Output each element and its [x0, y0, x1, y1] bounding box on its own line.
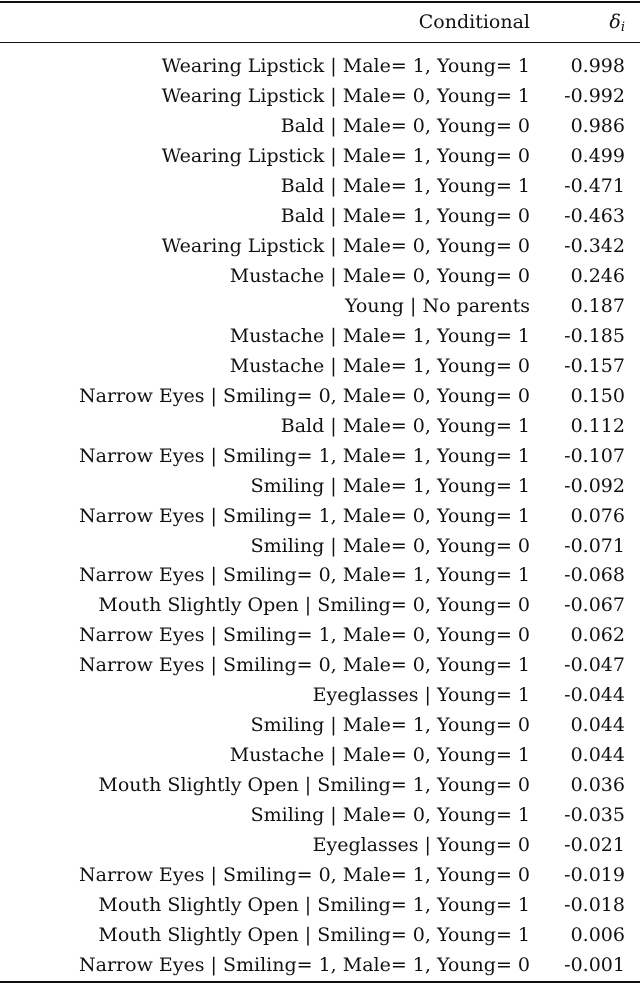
header-delta-subscript: i [620, 20, 625, 35]
table-top-rule [0, 1, 640, 3]
conditional-cell: Wearing Lipstick | Male= 0, Young= 1 [161, 84, 530, 107]
conditional-cell: Narrow Eyes | Smiling= 0, Male= 0, Young= 0 [79, 384, 530, 407]
conditional-cell: Narrow Eyes | Smiling= 1, Male= 0, Young= 1 [79, 504, 530, 527]
conditional-cell: Mustache | Male= 1, Young= 1 [229, 324, 530, 347]
conditional-cell: Bald | Male= 1, Young= 1 [280, 174, 530, 197]
delta-cell: 0.998 [570, 55, 625, 77]
conditional-cell: Young | No parents [345, 294, 530, 317]
delta-cell: 0.112 [570, 414, 625, 437]
delta-cell: -0.992 [564, 84, 625, 107]
table-row [0, 231, 640, 261]
conditional-cell: Mouth Slightly Open | Smiling= 0, Young= 1 [98, 924, 530, 947]
delta-cell: 0.986 [570, 114, 625, 137]
table-header-rule [0, 42, 640, 43]
table-row [0, 740, 640, 770]
conditional-cell: Narrow Eyes | Smiling= 0, Male= 1, Young= 1 [79, 564, 530, 587]
table-row [0, 920, 640, 950]
conditional-cell: Smiling | Male= 0, Young= 0 [250, 534, 530, 557]
table-row [0, 800, 640, 830]
table-row [0, 590, 640, 620]
table-row [0, 501, 640, 531]
conditional-cell: Mouth Slightly Open | Smiling= 0, Young= 0 [98, 594, 530, 617]
conditional-cell: Narrow Eyes | Smiling= 1, Male= 1, Young= 0 [79, 954, 530, 977]
delta-cell: 0.036 [570, 774, 625, 797]
table-row [0, 830, 640, 860]
conditional-cell: Smiling | Male= 1, Young= 0 [250, 714, 530, 737]
delta-cell: -0.157 [564, 354, 625, 377]
conditional-cell: Smiling | Male= 0, Young= 1 [250, 804, 530, 827]
table-row [0, 171, 640, 201]
delta-cell: -0.044 [564, 684, 625, 707]
delta-cell: -0.471 [564, 174, 625, 197]
conditional-cell: Mouth Slightly Open | Smiling= 1, Young= 0 [98, 774, 530, 797]
delta-cell: -0.185 [564, 324, 625, 347]
delta-cell: -0.067 [564, 594, 625, 617]
table-row [0, 351, 640, 381]
delta-cell: -0.071 [564, 534, 625, 557]
delta-cell: 0.062 [570, 624, 625, 647]
delta-cell: -0.068 [564, 564, 625, 587]
conditional-cell: Narrow Eyes | Smiling= 0, Male= 1, Young= 0 [79, 864, 530, 887]
conditional-cell: Bald | Male= 0, Young= 1 [280, 414, 530, 437]
table-row [0, 650, 640, 680]
conditional-cell: Mouth Slightly Open | Smiling= 1, Young= 1 [98, 894, 530, 917]
conditional-cell: Eyeglasses | Young= 0 [312, 834, 530, 857]
table-row [0, 620, 640, 650]
table-row [0, 531, 640, 561]
delta-cell: -0.047 [564, 654, 625, 677]
table-row [0, 291, 640, 321]
table-row [0, 381, 640, 411]
table-row [0, 890, 640, 920]
table-row [0, 51, 640, 81]
delta-cell: 0.076 [570, 504, 625, 527]
table-row [0, 201, 640, 231]
delta-cell: 0.044 [570, 714, 625, 737]
delta-cell: 0.187 [570, 294, 625, 317]
table-row [0, 680, 640, 710]
delta-cell: -0.092 [564, 474, 625, 497]
conditional-cell: Bald | Male= 0, Young= 0 [280, 114, 530, 137]
delta-cell: -0.107 [564, 444, 625, 467]
delta-cell: -0.035 [564, 804, 625, 827]
conditional-cell: Mustache | Male= 1, Young= 0 [229, 354, 530, 377]
table-row [0, 141, 640, 171]
conditional-cell: Narrow Eyes | Smiling= 1, Male= 0, Young= 0 [79, 624, 530, 647]
table-row [0, 261, 640, 291]
conditional-cell: Bald | Male= 1, Young= 0 [280, 204, 530, 227]
conditional-cell: Narrow Eyes | Smiling= 1, Male= 1, Young= 1 [79, 444, 530, 467]
table-row [0, 81, 640, 111]
header-delta-symbol: δ [609, 11, 621, 33]
table-row [0, 560, 640, 590]
conditional-cell: Mustache | Male= 0, Young= 1 [229, 744, 530, 767]
table-bottom-rule [0, 981, 640, 983]
header-conditional: Conditional [418, 11, 530, 33]
delta-cell: -0.342 [564, 234, 625, 257]
table-header-row [0, 4, 640, 40]
delta-cell: 0.246 [570, 264, 625, 287]
delta-cell: 0.499 [570, 144, 625, 167]
table-row [0, 321, 640, 351]
conditional-cell: Narrow Eyes | Smiling= 0, Male= 0, Young= 1 [79, 654, 530, 677]
delta-cell: -0.021 [564, 834, 625, 857]
delta-cell: -0.018 [564, 894, 625, 917]
table-row [0, 710, 640, 740]
table-row [0, 770, 640, 800]
conditional-cell: Smiling | Male= 1, Young= 1 [250, 474, 530, 497]
delta-cell: 0.150 [570, 384, 625, 407]
delta-cell: -0.001 [564, 954, 625, 977]
conditional-cell: Eyeglasses | Young= 1 [312, 684, 530, 707]
table-row [0, 950, 640, 980]
conditional-cell: Wearing Lipstick | Male= 1, Young= 1 [161, 55, 530, 77]
table-row [0, 860, 640, 890]
table-row [0, 471, 640, 501]
table-row [0, 441, 640, 471]
table-row [0, 111, 640, 141]
conditional-cell: Wearing Lipstick | Male= 0, Young= 0 [161, 234, 530, 257]
conditional-cell: Wearing Lipstick | Male= 1, Young= 0 [161, 144, 530, 167]
delta-cell: 0.006 [570, 924, 625, 947]
conditional-cell: Mustache | Male= 0, Young= 0 [229, 264, 530, 287]
delta-cell: -0.019 [564, 864, 625, 887]
delta-cell: 0.044 [570, 744, 625, 767]
delta-cell: -0.463 [564, 204, 625, 227]
header-delta [545, 4, 625, 40]
table-row [0, 411, 640, 441]
